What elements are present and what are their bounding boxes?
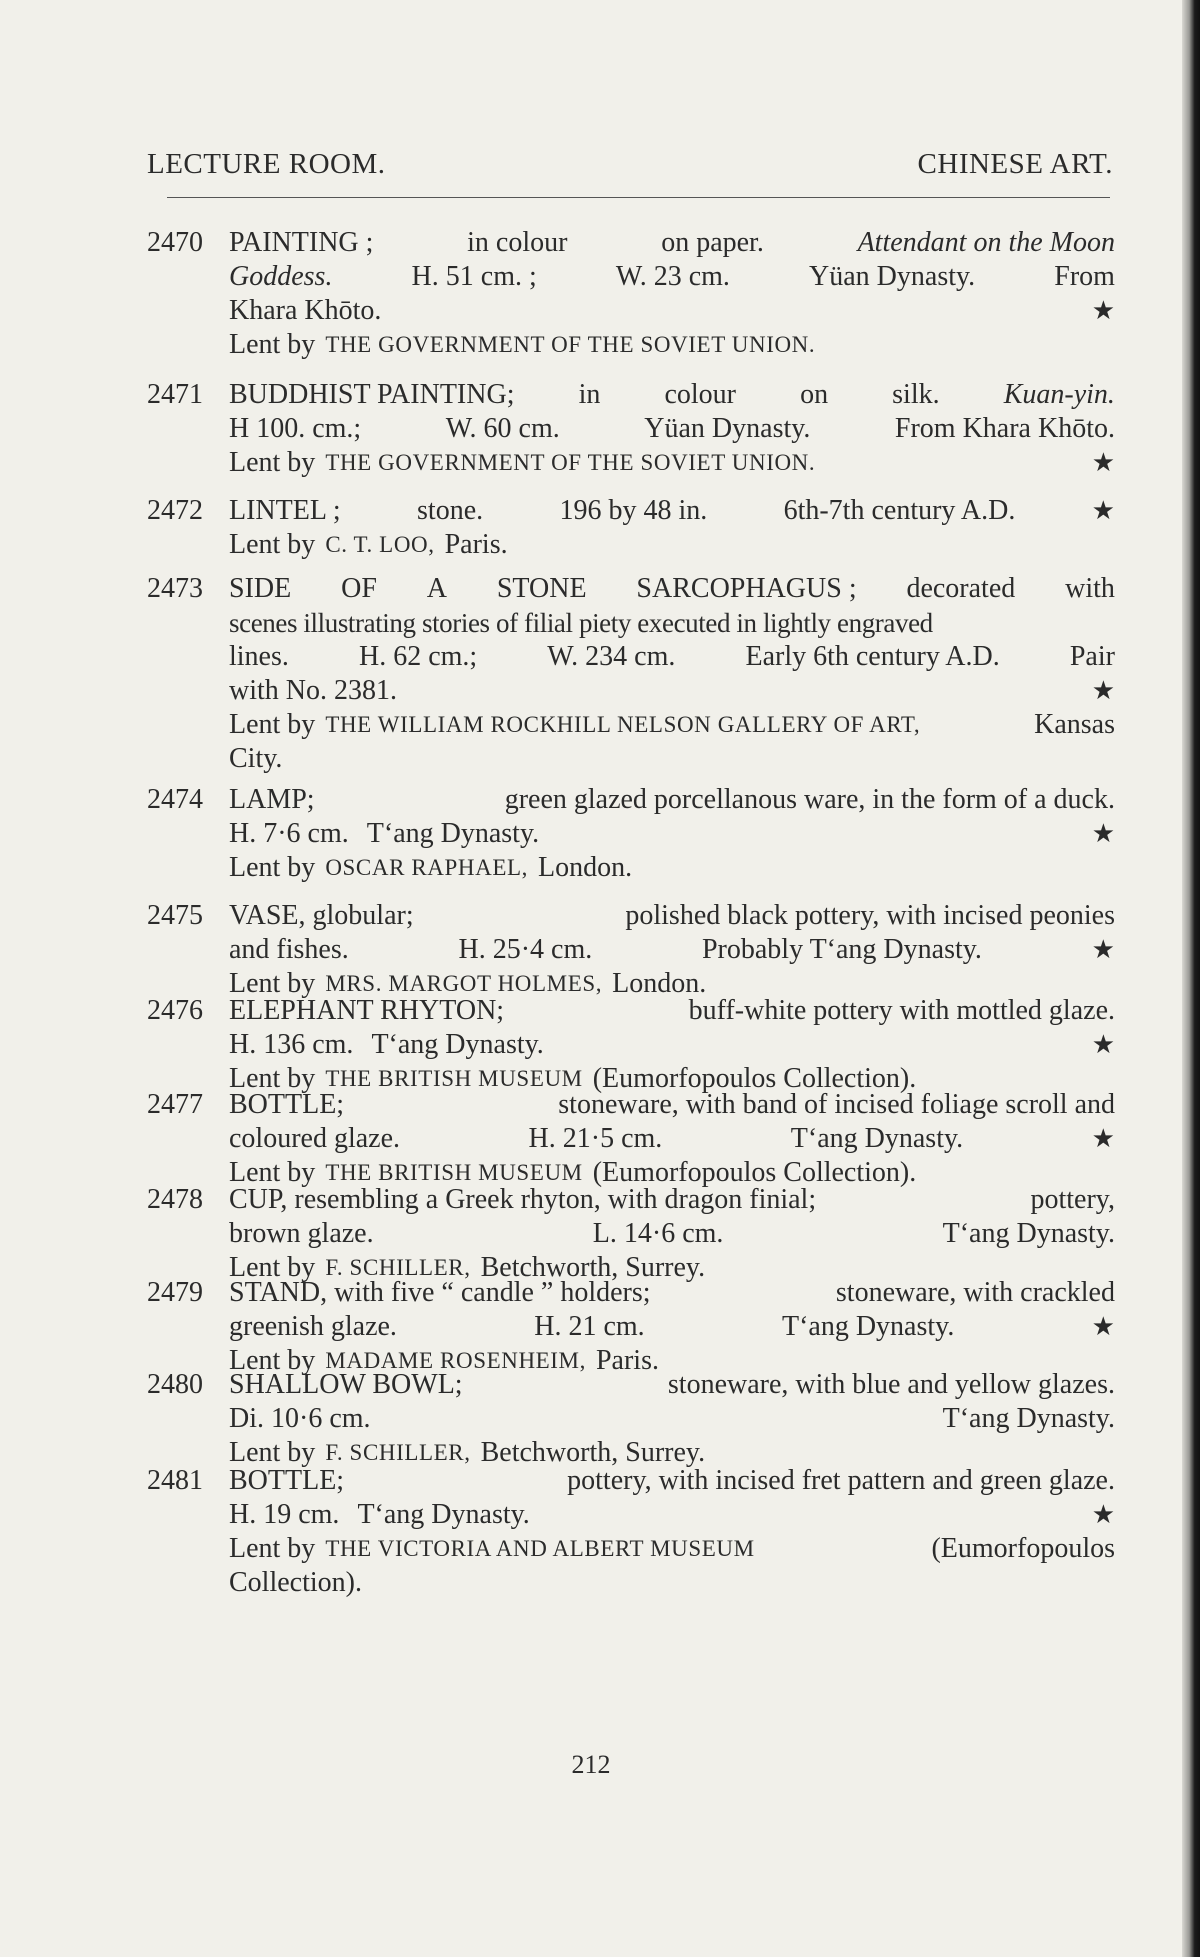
description-line	[229, 1498, 1115, 1532]
description-line	[229, 494, 1115, 528]
description-segment: OF	[341, 573, 377, 604]
description-segment: Probably T‘ang Dynasty.	[701, 934, 982, 965]
description-segment: T‘ang Dynasty.	[366, 818, 540, 849]
entry-description	[229, 494, 1115, 562]
description-line	[229, 1310, 1115, 1344]
description-line	[229, 606, 1115, 640]
description-segment: Pair	[1069, 641, 1115, 672]
description-line	[229, 412, 1115, 446]
description-line	[229, 1368, 1115, 1402]
entry-description	[229, 226, 1115, 362]
lent-by-label: Lent by	[229, 1437, 316, 1468]
lender-location: London.	[612, 968, 707, 999]
description-segment: LINTEL ;	[229, 495, 341, 526]
description-line	[229, 1183, 1115, 1217]
description-segment: L. 14·6 cm.	[592, 1218, 724, 1249]
entry-number: 2479	[147, 1277, 203, 1308]
entry-number: 2481	[147, 1465, 203, 1496]
star-icon: ★	[1091, 819, 1115, 848]
lent-by-label: Lent by	[229, 1157, 316, 1188]
catalogue-entry	[147, 1368, 1115, 1470]
description-segment: Early 6th century A.D.	[745, 641, 1000, 672]
description-line	[229, 1122, 1115, 1156]
entry-number: 2477	[147, 1089, 203, 1120]
header-right: CHINESE ART.	[917, 148, 1113, 180]
description-segment: VASE, globular;	[229, 900, 414, 931]
star-icon: ★	[1091, 676, 1115, 705]
entry-number: 2471	[147, 379, 203, 410]
entry-number: 2476	[147, 995, 203, 1026]
description-line	[229, 1028, 1115, 1062]
description-segment: on paper.	[661, 227, 764, 258]
description-segment: T‘ang Dynasty.	[781, 1311, 955, 1342]
lender-location: Paris.	[444, 529, 508, 560]
description-segment: stoneware, with blue and yellow glazes.	[667, 1369, 1115, 1400]
description-segment: SIDE	[229, 573, 292, 604]
entry-description	[229, 1183, 1115, 1285]
lender-name: MRS. MARGOT HOLMES,	[325, 971, 603, 996]
lender-location: Betchworth, Surrey.	[480, 1252, 706, 1283]
lender-location: Betchworth, Surrey.	[480, 1437, 706, 1468]
lent-by-label: Lent by	[229, 329, 316, 360]
star-icon: ★	[1091, 1030, 1115, 1059]
lent-by-continuation	[229, 1566, 1115, 1600]
lender-name: F. SCHILLER,	[325, 1255, 471, 1280]
description-segment: W. 60 cm.	[445, 413, 560, 444]
description-segment: W. 234 cm.	[547, 641, 676, 672]
description-line	[229, 226, 1115, 260]
description-segment: scenes illustrating stories of filial piety executed in lightly engraved	[229, 608, 933, 638]
description-segment: Yüan Dynasty.	[809, 261, 976, 292]
lent-by-line	[229, 446, 1115, 480]
lender-location: London.	[537, 852, 633, 883]
star-icon: ★	[1091, 935, 1115, 964]
entry-description	[229, 1464, 1115, 1600]
header-left: LECTURE ROOM.	[147, 148, 386, 180]
entry-number: 2472	[147, 495, 203, 526]
description-segment: LAMP;	[229, 784, 315, 815]
lent-by-label: Lent by	[229, 709, 316, 740]
line-spacer	[539, 817, 1092, 851]
page-edge	[1182, 0, 1200, 1957]
description-line	[229, 783, 1115, 817]
description-segment: STONE	[496, 573, 587, 604]
catalogue-entry	[147, 1276, 1115, 1378]
lender-location: (Eumorfopoulos	[931, 1533, 1115, 1564]
star-icon: ★	[1091, 1124, 1115, 1153]
star-icon: ★	[1091, 1312, 1115, 1341]
entry-number: 2478	[147, 1184, 203, 1215]
description-line	[229, 1464, 1115, 1498]
description-segment: W. 23 cm.	[615, 261, 730, 292]
entry-description	[229, 1276, 1115, 1378]
running-header	[147, 148, 1113, 181]
entry-description	[229, 378, 1115, 480]
description-segment: 6th-7th century A.D.	[783, 495, 1016, 526]
description-segment: and fishes.	[229, 934, 349, 965]
lender-location: (Eumorfopoulos Collection).	[592, 1063, 917, 1094]
star-icon: ★	[1091, 448, 1115, 477]
description-segment: Yüan Dynasty.	[644, 413, 811, 444]
entry-description	[229, 1088, 1115, 1190]
description-line	[229, 933, 1115, 967]
description-segment: T‘ang Dynasty.	[371, 1029, 544, 1060]
description-segment: H. 51 cm. ;	[411, 261, 537, 292]
description-line	[229, 1088, 1115, 1122]
description-line	[229, 640, 1115, 674]
description-segment: T‘ang Dynasty.	[942, 1403, 1115, 1434]
description-segment: H. 7·6 cm.	[229, 818, 349, 849]
description-segment: H. 21 cm.	[534, 1311, 645, 1342]
catalogue-entry	[147, 1464, 1115, 1600]
lent-by-line	[229, 1532, 1115, 1566]
description-segment: polished black pottery, with incised peonies	[625, 900, 1115, 931]
lender-name: C. T. LOO,	[325, 532, 435, 557]
lender-name: THE BRITISH MUSEUM	[325, 1066, 583, 1091]
lender-name: THE GOVERNMENT OF THE SOVIET UNION.	[325, 332, 816, 357]
description-segment: CUP, resembling a Greek rhyton, with dragon finial;	[229, 1184, 817, 1215]
description-segment: in colour	[467, 227, 568, 258]
description-segment: stoneware, with band of incised foliage scroll and	[558, 1089, 1115, 1120]
star-icon: ★	[1091, 296, 1115, 325]
description-segment: colour	[664, 379, 736, 410]
continuation-text: Collection).	[229, 1567, 362, 1598]
description-line	[229, 294, 1115, 328]
description-segment: BUDDHIST PAINTING;	[229, 379, 515, 410]
catalogue-entry	[147, 1183, 1115, 1285]
description-line	[229, 1402, 1115, 1436]
lent-by-label: Lent by	[229, 968, 316, 999]
lent-by-line	[229, 851, 1115, 885]
description-segment: brown glaze.	[229, 1218, 374, 1249]
description-segment: From Khara Khōto.	[894, 413, 1115, 444]
catalogue-entry	[147, 899, 1115, 1001]
description-segment: Khara Khōto.	[229, 295, 382, 326]
description-segment: stoneware, with crackled	[835, 1277, 1115, 1308]
description-segment: Kuan-yin.	[1003, 379, 1115, 410]
lent-by-label: Lent by	[229, 529, 316, 560]
lender-location: Kansas	[1034, 709, 1115, 740]
description-segment: H 100. cm.;	[229, 413, 362, 444]
line-spacer	[530, 1498, 1092, 1532]
star-icon: ★	[1091, 496, 1115, 525]
description-segment: in	[578, 379, 601, 410]
description-segment: buff-white pottery with mottled glaze.	[688, 995, 1115, 1026]
description-segment: BOTTLE;	[229, 1089, 345, 1120]
line-spacer	[755, 1532, 922, 1566]
catalogue-entry	[147, 572, 1115, 776]
lender-name: MADAME ROSENHEIM,	[325, 1348, 586, 1373]
description-segment: stone.	[417, 495, 484, 526]
description-segment: Attendant on the Moon	[857, 227, 1115, 258]
description-segment: BOTTLE;	[229, 1465, 345, 1496]
lender-name: THE VICTORIA AND ALBERT MUSEUM	[325, 1536, 755, 1561]
description-line	[229, 378, 1115, 412]
description-segment: coloured glaze.	[229, 1123, 401, 1154]
star-icon: ★	[1091, 1500, 1115, 1529]
lent-by-label: Lent by	[229, 1063, 316, 1094]
description-segment: T‘ang Dynasty.	[357, 1499, 530, 1530]
catalogue-entry	[147, 783, 1115, 885]
lent-by-label: Lent by	[229, 1345, 316, 1376]
lent-by-label: Lent by	[229, 1533, 316, 1564]
header-rule	[167, 197, 1110, 198]
entry-number: 2470	[147, 227, 203, 258]
description-segment: H. 136 cm.	[229, 1029, 354, 1060]
entry-number: 2474	[147, 784, 203, 815]
lender-name: THE WILLIAM ROCKHILL NELSON GALLERY OF ART,	[325, 712, 921, 737]
lent-by-continuation	[229, 742, 1115, 776]
description-line	[229, 674, 1115, 708]
lent-by-line	[229, 528, 1115, 562]
description-segment: lines.	[229, 641, 289, 672]
continuation-text: City.	[229, 743, 283, 774]
entry-number: 2475	[147, 900, 203, 931]
lent-by-line	[229, 708, 1115, 742]
lender-location: (Eumorfopoulos Collection).	[592, 1157, 917, 1188]
lender-name: THE BRITISH MUSEUM	[325, 1160, 583, 1185]
lent-by-label: Lent by	[229, 1252, 316, 1283]
description-line	[229, 994, 1115, 1028]
line-spacer	[397, 674, 1092, 708]
description-segment: Di. 10·6 cm.	[229, 1403, 371, 1434]
description-segment: pottery,	[1030, 1184, 1115, 1215]
line-spacer	[920, 708, 1024, 742]
lent-by-line	[229, 328, 1115, 362]
description-segment: From	[1054, 261, 1115, 292]
description-segment: H. 19 cm.	[229, 1499, 340, 1530]
entry-description	[229, 994, 1115, 1096]
line-spacer	[815, 446, 1091, 480]
description-segment: Goddess.	[229, 261, 333, 292]
description-line	[229, 260, 1115, 294]
description-segment: on	[800, 379, 829, 410]
description-segment: silk.	[892, 379, 940, 410]
entry-number: 2473	[147, 573, 203, 604]
description-segment: 196 by 48 in.	[559, 495, 708, 526]
description-segment: decorated	[906, 573, 1016, 604]
entry-description	[229, 1368, 1115, 1470]
description-line	[229, 572, 1115, 606]
description-segment: green glazed porcellanous ware, in the form of a duck.	[504, 784, 1115, 815]
catalogue-entry	[147, 994, 1115, 1096]
description-line	[229, 817, 1115, 851]
description-segment: pottery, with incised fret pattern and green glaze.	[567, 1465, 1115, 1496]
lent-by-label: Lent by	[229, 852, 316, 883]
description-line	[229, 899, 1115, 933]
line-spacer	[544, 1028, 1092, 1062]
lender-name: F. SCHILLER,	[325, 1440, 471, 1465]
page-number: 212	[571, 1750, 611, 1779]
lender-name: OSCAR RAPHAEL,	[325, 855, 528, 880]
description-segment: greenish glaze.	[229, 1311, 397, 1342]
description-segment: H. 25·4 cm.	[458, 934, 593, 965]
entry-description	[229, 783, 1115, 885]
description-segment: PAINTING ;	[229, 227, 374, 258]
lender-location: Paris.	[595, 1345, 659, 1376]
description-segment: with	[1065, 573, 1115, 604]
catalogue-entry	[147, 1088, 1115, 1190]
description-line	[229, 1217, 1115, 1251]
description-segment: A	[426, 573, 447, 604]
catalogue-entry	[147, 378, 1115, 480]
catalogue-entry	[147, 494, 1115, 562]
description-line	[229, 1276, 1115, 1310]
description-segment: with No. 2381.	[229, 675, 397, 706]
lent-by-label: Lent by	[229, 447, 316, 478]
description-segment: H. 62 cm.;	[358, 641, 478, 672]
description-segment: STAND, with five “ candle ” holders;	[229, 1277, 651, 1308]
description-segment: T‘ang Dynasty.	[790, 1123, 964, 1154]
line-spacer	[381, 294, 1091, 328]
description-segment: SARCOPHAGUS ;	[636, 573, 857, 604]
description-segment: SHALLOW BOWL;	[229, 1369, 463, 1400]
description-segment: T‘ang Dynasty.	[942, 1218, 1115, 1249]
lender-name: THE GOVERNMENT OF THE SOVIET UNION.	[325, 450, 816, 475]
entry-description	[229, 572, 1115, 776]
entry-number: 2480	[147, 1369, 203, 1400]
entry-description	[229, 899, 1115, 1001]
description-segment: ELEPHANT RHYTON;	[229, 995, 505, 1026]
catalogue-entry	[147, 226, 1115, 362]
description-segment: H. 21·5 cm.	[528, 1123, 663, 1154]
